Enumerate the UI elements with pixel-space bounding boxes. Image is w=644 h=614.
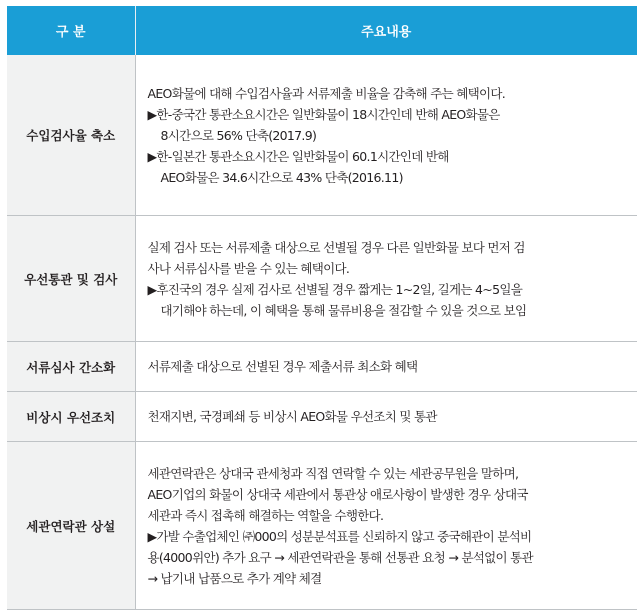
row-category: 수입검사율 축소 <box>7 55 135 216</box>
row-description <box>135 55 637 216</box>
description-line: AEO화물은 34.6시간으로 43% 단축(2016.11) <box>160 169 403 185</box>
table-row <box>7 442 637 610</box>
description-line: 세관과 즉시 접촉해 해결하는 역할을 수행한다. <box>147 507 384 523</box>
header-row <box>7 6 637 55</box>
description-line: 천재지변, 국경폐쇄 등 비상시 AEO화물 우선조치 및 통관 <box>147 409 437 424</box>
description-line: → 납기내 납품으로 추가 계약 체결 <box>147 570 322 586</box>
table-row <box>7 342 637 392</box>
table-row <box>7 55 637 216</box>
description-line: ▶가발 수출업체인 ㈜000의 성분분석표를 신뢰하지 않고 중국해관이 분석비 <box>147 528 532 544</box>
row-description <box>135 342 637 392</box>
description-line: AEO기업의 화물이 상대국 세관에서 통관상 애로사항이 발생한 경우 상대국 <box>147 486 528 502</box>
row-category: 우선통관 및 검사 <box>7 216 135 342</box>
header-content: 주요내용 <box>135 6 637 55</box>
description-line: 용(4000위안) 추가 요구 → 세관연락관을 통해 선통관 요청 → 분석없이 통관 <box>147 549 533 565</box>
description-line: 실제 검사 또는 서류제출 대상으로 선별될 경우 다른 일반화물 보다 먼저 검 <box>147 239 525 255</box>
row-description <box>135 442 637 610</box>
description-line: 서류제출 대상으로 선별된 경우 제출서류 최소화 혜택 <box>147 359 418 374</box>
description-line: AEO화물에 대해 수입검사율과 서류제출 비율을 감축해 주는 혜택이다. <box>147 85 506 101</box>
row-category: 비상시 우선조치 <box>7 392 135 442</box>
row-description <box>135 392 637 442</box>
description-line: 사나 서류심사를 받을 수 있는 혜택이다. <box>147 260 350 276</box>
row-category: 세관연락관 상설 <box>7 442 135 610</box>
description-line: ▶후진국의 경우 실제 검사로 선별될 경우 짧게는 1~2일, 길게는 4~5일을 <box>147 281 523 297</box>
description-line: ▶한-중국간 통관소요시간은 일반화물이 18시간인데 반해 AEO화물은 <box>147 106 500 122</box>
table-row <box>7 216 637 342</box>
description-line: 세관연락관은 상대국 관세청과 직접 연락할 수 있는 세관공무원을 말하며, <box>147 465 519 481</box>
benefits-table <box>7 6 637 610</box>
header-category: 구 분 <box>7 6 135 55</box>
description-line: ▶한-일본간 통관소요시간은 일반화물이 60.1시간인데 반해 <box>147 148 449 164</box>
row-category: 서류심사 간소화 <box>7 342 135 392</box>
table-row <box>7 392 637 442</box>
description-line: 대기해야 하는데, 이 혜택을 통해 물류비용을 절감할 수 있을 것으로 보임 <box>160 302 527 318</box>
description-line: 8시간으로 56% 단축(2017.9) <box>160 127 317 143</box>
row-description <box>135 216 637 342</box>
